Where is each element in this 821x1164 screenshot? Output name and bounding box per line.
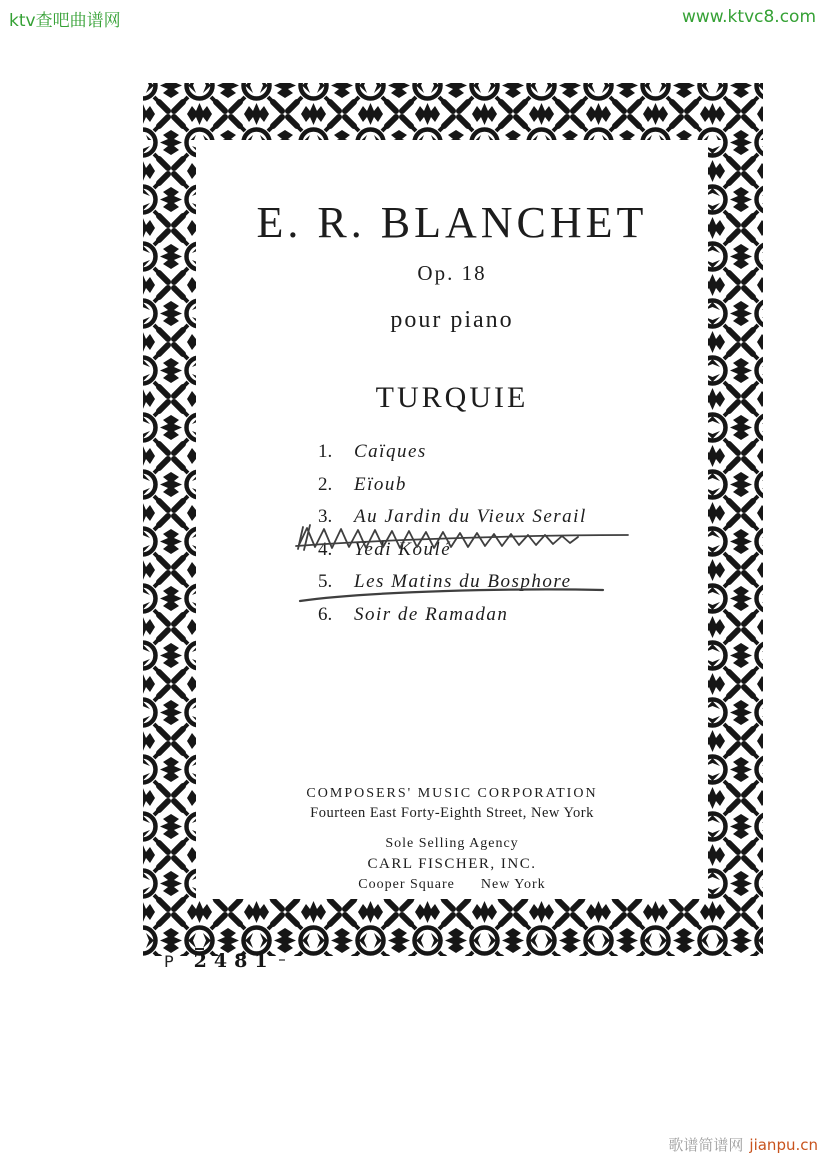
movement-number: 6.: [318, 603, 333, 625]
movement-number: 2.: [318, 473, 333, 495]
border-left-band: [143, 140, 196, 899]
border-top-band: [143, 83, 763, 140]
movement-row: [318, 442, 587, 462]
stamp-macron-mark: [195, 948, 204, 950]
border-right-band: [708, 140, 763, 899]
movement-row: [318, 605, 587, 625]
opus-number: Op. 18: [417, 261, 487, 285]
movement-number: 5.: [318, 571, 333, 592]
movement-row-underlined: [318, 572, 587, 592]
movement-list: [318, 442, 587, 624]
movement-number: 4.: [318, 538, 333, 560]
agency-label: Sole Selling Agency: [385, 836, 519, 851]
agency-name: CARL FISCHER, INC.: [367, 856, 537, 872]
movement-number: 1.: [318, 441, 333, 462]
plate-number: 2481: [193, 950, 275, 972]
watermark-top-left: ktv查吧曲谱网: [9, 11, 121, 31]
movement-title: Eïoub: [354, 473, 407, 495]
composer-name: E. R. BLANCHET: [256, 198, 648, 247]
plate-prefix: P: [164, 952, 174, 971]
publisher-block: [196, 786, 708, 893]
movement-title: Caïques: [354, 441, 427, 462]
movement-title: Yedi Koulé: [354, 538, 452, 560]
movement-title: Les Matins du Bosphore: [354, 571, 572, 592]
watermark-site-name: 歌谱简谱网: [668, 1136, 744, 1154]
movement-title: Au Jardin du Vieux Serail: [354, 506, 587, 527]
movement-row-crossed-out: [318, 540, 587, 560]
border-bottom-band: [143, 899, 763, 956]
plate-number-stamp: [164, 950, 285, 972]
movement-number: 3.: [318, 506, 333, 527]
work-title: TURQUIE: [375, 381, 529, 414]
publisher-name: COMPOSERS' MUSIC CORPORATION: [306, 786, 598, 801]
movement-row: [318, 507, 587, 527]
watermark-top-right: www.ktvc8.com: [682, 7, 816, 27]
movement-title: Soir de Ramadan: [354, 603, 509, 625]
watermark-domain: jianpu.cn: [749, 1136, 818, 1154]
instrumentation: pour piano: [390, 307, 514, 333]
stamp-tick-mark: [279, 959, 285, 961]
publisher-address: Fourteen East Forty-Eighth Street, New York: [310, 805, 594, 821]
agency-city: [196, 877, 708, 893]
agency-city-left: Cooper Square: [358, 877, 455, 892]
movement-row: [318, 475, 587, 495]
agency-city-right: New York: [480, 877, 546, 892]
